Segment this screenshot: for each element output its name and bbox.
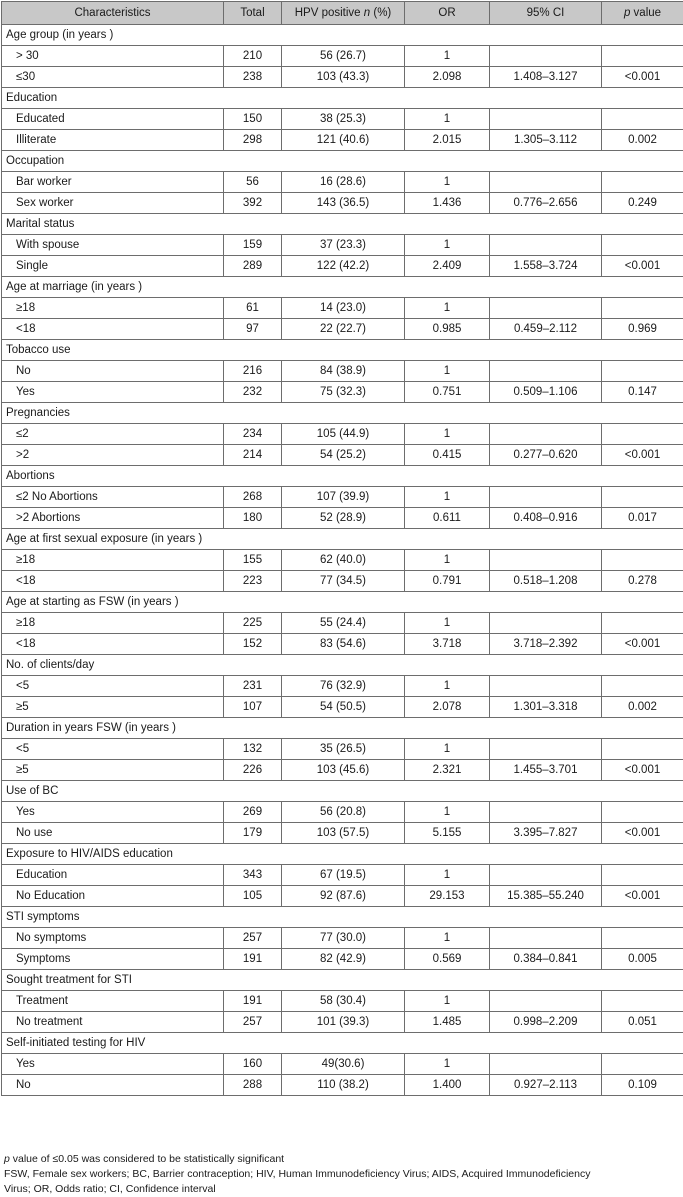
cell-odds-ratio: 2.098 <box>405 67 490 88</box>
cell-p-value <box>602 613 683 634</box>
table-row <box>2 445 683 466</box>
table-footnotes <box>4 1152 682 1197</box>
group-header-row <box>2 403 683 424</box>
table-row <box>2 550 683 571</box>
group-header-row <box>2 655 683 676</box>
group-header-row <box>2 340 683 361</box>
cell-total: 288 <box>224 1075 282 1096</box>
cell-hpv-positive: 143 (36.5) <box>282 193 405 214</box>
header-or: OR <box>405 2 490 25</box>
cell-confidence-interval: 1.455–3.701 <box>490 760 602 781</box>
header-hpv-positive <box>282 2 405 25</box>
cell-p-value: 0.002 <box>602 697 683 718</box>
group-title: STI symptoms <box>2 907 683 928</box>
cell-odds-ratio: 3.718 <box>405 634 490 655</box>
cell-odds-ratio: 2.078 <box>405 697 490 718</box>
cell-total: 179 <box>224 823 282 844</box>
cell-odds-ratio: 1 <box>405 46 490 67</box>
table-row <box>2 382 683 403</box>
cell-p-value <box>602 172 683 193</box>
cell-confidence-interval: 3.718–2.392 <box>490 634 602 655</box>
row-label: No <box>2 361 224 382</box>
cell-hpv-positive: 110 (38.2) <box>282 1075 405 1096</box>
cell-confidence-interval <box>490 613 602 634</box>
cell-odds-ratio: 1 <box>405 613 490 634</box>
cell-confidence-interval <box>490 424 602 445</box>
cell-odds-ratio: 0.751 <box>405 382 490 403</box>
cell-hpv-positive: 54 (25.2) <box>282 445 405 466</box>
cell-total: 191 <box>224 949 282 970</box>
group-title: Age group (in years ) <box>2 25 683 46</box>
cell-odds-ratio: 0.791 <box>405 571 490 592</box>
row-label: >2 Abortions <box>2 508 224 529</box>
cell-p-value <box>602 424 683 445</box>
cell-hpv-positive: 52 (28.9) <box>282 508 405 529</box>
cell-hpv-positive: 107 (39.9) <box>282 487 405 508</box>
cell-p-value <box>602 361 683 382</box>
cell-confidence-interval <box>490 109 602 130</box>
cell-odds-ratio: 1.400 <box>405 1075 490 1096</box>
cell-hpv-positive: 35 (26.5) <box>282 739 405 760</box>
table-row <box>2 361 683 382</box>
row-label: Bar worker <box>2 172 224 193</box>
cell-confidence-interval <box>490 550 602 571</box>
cell-p-value: <0.001 <box>602 886 683 907</box>
group-title: Occupation <box>2 151 683 172</box>
group-header-row <box>2 151 683 172</box>
cell-p-value: 0.017 <box>602 508 683 529</box>
group-title: Self-initiated testing for HIV <box>2 1033 683 1054</box>
cell-confidence-interval <box>490 1054 602 1075</box>
group-title: Pregnancies <box>2 403 683 424</box>
row-label: > 30 <box>2 46 224 67</box>
cell-confidence-interval <box>490 676 602 697</box>
cell-p-value <box>602 739 683 760</box>
group-title: No. of clients/day <box>2 655 683 676</box>
header-p-letter: p <box>623 7 631 19</box>
cell-odds-ratio: 1 <box>405 676 490 697</box>
row-label: <18 <box>2 571 224 592</box>
footnote-abbreviations-line1: FSW, Female sex workers; BC, Barrier contraception; HIV, Human Immunodeficiency Virus; AIDS, Acquired Immunodeficiency <box>4 1168 591 1180</box>
cell-odds-ratio: 1 <box>405 487 490 508</box>
cell-total: 150 <box>224 109 282 130</box>
cell-confidence-interval <box>490 361 602 382</box>
cell-p-value: <0.001 <box>602 823 683 844</box>
row-label: Sex worker <box>2 193 224 214</box>
table-row <box>2 676 683 697</box>
group-header-row <box>2 88 683 109</box>
group-title: Duration in years FSW (in years ) <box>2 718 683 739</box>
table-body <box>2 25 683 1096</box>
cell-p-value: <0.001 <box>602 256 683 277</box>
cell-total: 107 <box>224 697 282 718</box>
cell-p-value: 0.051 <box>602 1012 683 1033</box>
row-label: No symptoms <box>2 928 224 949</box>
cell-confidence-interval <box>490 235 602 256</box>
group-title: Age at first sexual exposure (in years ) <box>2 529 683 550</box>
cell-odds-ratio: 1 <box>405 235 490 256</box>
cell-hpv-positive: 101 (39.3) <box>282 1012 405 1033</box>
table-row <box>2 571 683 592</box>
cell-hpv-positive: 82 (42.9) <box>282 949 405 970</box>
footnote-abbreviations-line2: Virus; OR, Odds ratio; CI, Confidence interval <box>4 1183 216 1195</box>
cell-confidence-interval: 0.509–1.106 <box>490 382 602 403</box>
cell-odds-ratio: 1 <box>405 361 490 382</box>
cell-total: 97 <box>224 319 282 340</box>
group-header-row <box>2 970 683 991</box>
cell-odds-ratio: 1 <box>405 928 490 949</box>
cell-total: 214 <box>224 445 282 466</box>
cell-p-value <box>602 487 683 508</box>
row-label: Education <box>2 865 224 886</box>
table-row <box>2 46 683 67</box>
cell-confidence-interval <box>490 298 602 319</box>
cell-hpv-positive: 103 (43.3) <box>282 67 405 88</box>
table-row <box>2 739 683 760</box>
cell-p-value <box>602 991 683 1012</box>
table-row <box>2 130 683 151</box>
row-label: No Education <box>2 886 224 907</box>
group-title: Abortions <box>2 466 683 487</box>
cell-hpv-positive: 16 (28.6) <box>282 172 405 193</box>
row-label: Yes <box>2 382 224 403</box>
cell-hpv-positive: 84 (38.9) <box>282 361 405 382</box>
cell-odds-ratio: 1 <box>405 1054 490 1075</box>
cell-hpv-positive: 103 (57.5) <box>282 823 405 844</box>
cell-confidence-interval: 1.301–3.318 <box>490 697 602 718</box>
group-title: Age at marriage (in years ) <box>2 277 683 298</box>
cell-total: 392 <box>224 193 282 214</box>
table-header-row <box>2 2 683 25</box>
cell-hpv-positive: 83 (54.6) <box>282 634 405 655</box>
group-header-row <box>2 466 683 487</box>
table-row <box>2 319 683 340</box>
table-row <box>2 256 683 277</box>
cell-total: 180 <box>224 508 282 529</box>
table-row <box>2 886 683 907</box>
table-row <box>2 235 683 256</box>
group-title: Age at starting as FSW (in years ) <box>2 592 683 613</box>
cell-p-value: 0.147 <box>602 382 683 403</box>
header-hpv-percent: (%) <box>370 7 392 19</box>
cell-confidence-interval: 0.384–0.841 <box>490 949 602 970</box>
cell-odds-ratio: 1 <box>405 865 490 886</box>
cell-p-value <box>602 298 683 319</box>
row-label: Symptoms <box>2 949 224 970</box>
group-title: Exposure to HIV/AIDS education <box>2 844 683 865</box>
cell-hpv-positive: 121 (40.6) <box>282 130 405 151</box>
table-row <box>2 991 683 1012</box>
cell-odds-ratio: 1.485 <box>405 1012 490 1033</box>
group-header-row <box>2 718 683 739</box>
cell-hpv-positive: 37 (23.3) <box>282 235 405 256</box>
cell-confidence-interval <box>490 802 602 823</box>
row-label: ≥18 <box>2 550 224 571</box>
group-header-row <box>2 592 683 613</box>
row-label: With spouse <box>2 235 224 256</box>
cell-confidence-interval: 0.927–2.113 <box>490 1075 602 1096</box>
cell-total: 289 <box>224 256 282 277</box>
cell-confidence-interval: 1.408–3.127 <box>490 67 602 88</box>
table-row <box>2 1075 683 1096</box>
table-row <box>2 697 683 718</box>
cell-total: 191 <box>224 991 282 1012</box>
table-row <box>2 67 683 88</box>
table-row <box>2 298 683 319</box>
group-header-row <box>2 1033 683 1054</box>
cell-confidence-interval <box>490 739 602 760</box>
header-ci: 95% CI <box>490 2 602 25</box>
table-row <box>2 802 683 823</box>
cell-confidence-interval <box>490 46 602 67</box>
row-label: Single <box>2 256 224 277</box>
cell-total: 160 <box>224 1054 282 1075</box>
cell-p-value <box>602 865 683 886</box>
cell-total: 210 <box>224 46 282 67</box>
cell-odds-ratio: 5.155 <box>405 823 490 844</box>
cell-odds-ratio: 2.015 <box>405 130 490 151</box>
row-label: No treatment <box>2 1012 224 1033</box>
header-characteristics: Characteristics <box>2 2 224 25</box>
cell-p-value: <0.001 <box>602 760 683 781</box>
cell-hpv-positive: 54 (50.5) <box>282 697 405 718</box>
cell-hpv-positive: 14 (23.0) <box>282 298 405 319</box>
row-label: ≤30 <box>2 67 224 88</box>
cell-total: 223 <box>224 571 282 592</box>
cell-total: 159 <box>224 235 282 256</box>
cell-odds-ratio: 1 <box>405 298 490 319</box>
group-title: Tobacco use <box>2 340 683 361</box>
cell-hpv-positive: 92 (87.6) <box>282 886 405 907</box>
cell-hpv-positive: 77 (30.0) <box>282 928 405 949</box>
cell-confidence-interval <box>490 172 602 193</box>
cell-confidence-interval: 0.998–2.209 <box>490 1012 602 1033</box>
table-row <box>2 1012 683 1033</box>
group-header-row <box>2 907 683 928</box>
group-header-row <box>2 214 683 235</box>
cell-hpv-positive: 62 (40.0) <box>282 550 405 571</box>
row-label: Educated <box>2 109 224 130</box>
cell-hpv-positive: 122 (42.2) <box>282 256 405 277</box>
header-hpv-text: HPV positive <box>294 7 364 19</box>
table-row <box>2 823 683 844</box>
table-row <box>2 865 683 886</box>
cell-p-value <box>602 550 683 571</box>
group-title: Use of BC <box>2 781 683 802</box>
cell-odds-ratio: 1 <box>405 991 490 1012</box>
cell-odds-ratio: 1 <box>405 109 490 130</box>
cell-p-value <box>602 109 683 130</box>
cell-odds-ratio: 1 <box>405 550 490 571</box>
cell-total: 155 <box>224 550 282 571</box>
cell-hpv-positive: 75 (32.3) <box>282 382 405 403</box>
row-label: <5 <box>2 739 224 760</box>
cell-total: 61 <box>224 298 282 319</box>
table-row <box>2 634 683 655</box>
table-row <box>2 508 683 529</box>
row-label: <5 <box>2 676 224 697</box>
cell-confidence-interval: 15.385–55.240 <box>490 886 602 907</box>
table-row <box>2 109 683 130</box>
cell-total: 105 <box>224 886 282 907</box>
cell-confidence-interval: 1.558–3.724 <box>490 256 602 277</box>
cell-p-value <box>602 802 683 823</box>
cell-hpv-positive: 56 (20.8) <box>282 802 405 823</box>
cell-odds-ratio: 2.409 <box>405 256 490 277</box>
results-table <box>1 1 683 1096</box>
row-label: Yes <box>2 1054 224 1075</box>
cell-p-value <box>602 1054 683 1075</box>
cell-confidence-interval: 3.395–7.827 <box>490 823 602 844</box>
cell-hpv-positive: 38 (25.3) <box>282 109 405 130</box>
cell-total: 268 <box>224 487 282 508</box>
group-title: Marital status <box>2 214 683 235</box>
cell-p-value: <0.001 <box>602 67 683 88</box>
footnote-p-letter: p <box>4 1153 10 1165</box>
cell-total: 269 <box>224 802 282 823</box>
cell-hpv-positive: 58 (30.4) <box>282 991 405 1012</box>
row-label: ≤2 No Abortions <box>2 487 224 508</box>
table-row <box>2 1054 683 1075</box>
cell-confidence-interval: 0.408–0.916 <box>490 508 602 529</box>
table-row <box>2 424 683 445</box>
group-header-row <box>2 277 683 298</box>
group-title: Sought treatment for STI <box>2 970 683 991</box>
footnote-significance <box>4 1152 682 1167</box>
cell-odds-ratio: 1.436 <box>405 193 490 214</box>
group-header-row <box>2 529 683 550</box>
cell-total: 225 <box>224 613 282 634</box>
cell-confidence-interval: 0.277–0.620 <box>490 445 602 466</box>
cell-p-value <box>602 676 683 697</box>
cell-odds-ratio: 29.153 <box>405 886 490 907</box>
cell-odds-ratio: 0.985 <box>405 319 490 340</box>
cell-confidence-interval <box>490 487 602 508</box>
row-label: <18 <box>2 634 224 655</box>
cell-hpv-positive: 22 (22.7) <box>282 319 405 340</box>
cell-odds-ratio: 1 <box>405 739 490 760</box>
cell-confidence-interval <box>490 928 602 949</box>
header-p-value <box>602 2 683 25</box>
table-row <box>2 760 683 781</box>
row-label: Treatment <box>2 991 224 1012</box>
cell-total: 226 <box>224 760 282 781</box>
cell-p-value <box>602 46 683 67</box>
cell-hpv-positive: 103 (45.6) <box>282 760 405 781</box>
cell-confidence-interval: 0.459–2.112 <box>490 319 602 340</box>
cell-p-value: 0.002 <box>602 130 683 151</box>
cell-hpv-positive: 77 (34.5) <box>282 571 405 592</box>
row-label: No use <box>2 823 224 844</box>
cell-hpv-positive: 105 (44.9) <box>282 424 405 445</box>
footnote-significance-text: value of ≤0.05 was considered to be statistically significant <box>9 1153 285 1165</box>
cell-total: 298 <box>224 130 282 151</box>
cell-total: 232 <box>224 382 282 403</box>
cell-confidence-interval: 0.776–2.656 <box>490 193 602 214</box>
cell-p-value <box>602 235 683 256</box>
cell-p-value: 0.249 <box>602 193 683 214</box>
cell-total: 152 <box>224 634 282 655</box>
cell-hpv-positive: 67 (19.5) <box>282 865 405 886</box>
table-row <box>2 949 683 970</box>
row-label: Yes <box>2 802 224 823</box>
row-label: ≥5 <box>2 697 224 718</box>
group-title: Education <box>2 88 683 109</box>
cell-odds-ratio: 0.415 <box>405 445 490 466</box>
row-label: >2 <box>2 445 224 466</box>
group-header-row <box>2 25 683 46</box>
cell-hpv-positive: 55 (24.4) <box>282 613 405 634</box>
row-label: No <box>2 1075 224 1096</box>
cell-p-value: <0.001 <box>602 445 683 466</box>
cell-odds-ratio: 1 <box>405 802 490 823</box>
group-header-row <box>2 844 683 865</box>
group-header-row <box>2 781 683 802</box>
cell-odds-ratio: 0.569 <box>405 949 490 970</box>
cell-confidence-interval: 0.518–1.208 <box>490 571 602 592</box>
row-label: <18 <box>2 319 224 340</box>
table-row <box>2 928 683 949</box>
cell-p-value: 0.005 <box>602 949 683 970</box>
cell-odds-ratio: 0.611 <box>405 508 490 529</box>
row-label: ≥18 <box>2 298 224 319</box>
cell-p-value: <0.001 <box>602 634 683 655</box>
cell-confidence-interval: 1.305–3.112 <box>490 130 602 151</box>
header-p-text: value <box>630 7 662 19</box>
cell-odds-ratio: 1 <box>405 424 490 445</box>
cell-total: 56 <box>224 172 282 193</box>
cell-total: 238 <box>224 67 282 88</box>
cell-total: 216 <box>224 361 282 382</box>
table-row <box>2 193 683 214</box>
cell-odds-ratio: 2.321 <box>405 760 490 781</box>
table-row <box>2 613 683 634</box>
cell-hpv-positive: 49(30.6) <box>282 1054 405 1075</box>
cell-odds-ratio: 1 <box>405 172 490 193</box>
cell-total: 257 <box>224 1012 282 1033</box>
cell-p-value: 0.109 <box>602 1075 683 1096</box>
row-label: ≥5 <box>2 760 224 781</box>
cell-hpv-positive: 56 (26.7) <box>282 46 405 67</box>
cell-p-value <box>602 928 683 949</box>
cell-total: 234 <box>224 424 282 445</box>
cell-total: 231 <box>224 676 282 697</box>
cell-p-value: 0.278 <box>602 571 683 592</box>
table-row <box>2 487 683 508</box>
cell-total: 132 <box>224 739 282 760</box>
table-row <box>2 172 683 193</box>
cell-total: 257 <box>224 928 282 949</box>
cell-confidence-interval <box>490 991 602 1012</box>
cell-confidence-interval <box>490 865 602 886</box>
cell-total: 343 <box>224 865 282 886</box>
header-total: Total <box>224 2 282 25</box>
row-label: Illiterate <box>2 130 224 151</box>
row-label: ≤2 <box>2 424 224 445</box>
row-label: ≥18 <box>2 613 224 634</box>
header-hpv-n: n <box>363 7 371 19</box>
cell-hpv-positive: 76 (32.9) <box>282 676 405 697</box>
cell-p-value: 0.969 <box>602 319 683 340</box>
